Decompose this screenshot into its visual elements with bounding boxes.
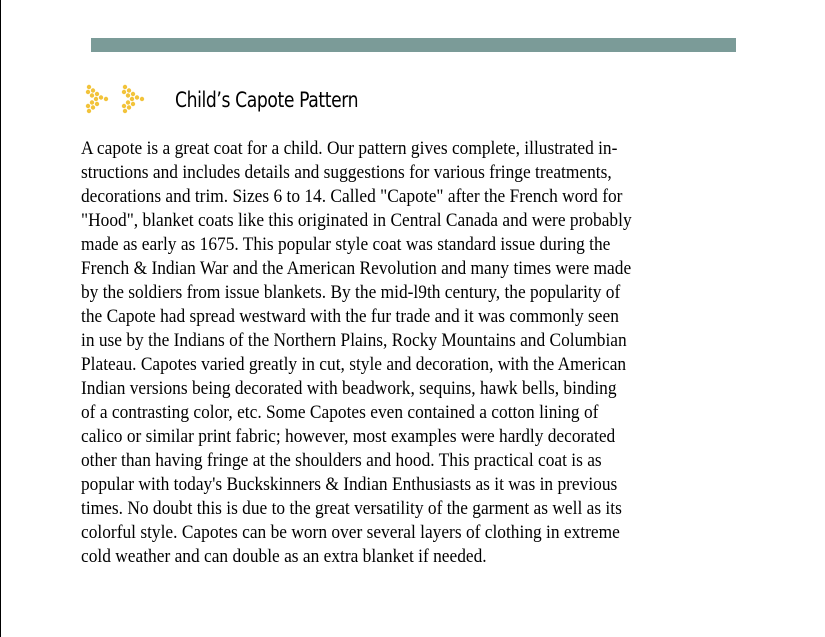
body-line: times. No doubt this is due to the great versatility of the garment as well as its: [81, 498, 622, 519]
header-rule-bar: [91, 38, 736, 52]
body-line: Plateau. Capotes varied greatly in cut, style and decoration, with the American: [81, 354, 627, 375]
body-line: by the soldiers from issue blankets. By the mid-l9th century, the popularity of: [81, 282, 621, 303]
body-line: Indian versions being decorated with beadwork, sequins, hawk bells, binding: [81, 378, 617, 399]
body-line: decorations and trim. Sizes 6 to 14. Called "Capote" after the French word for: [81, 186, 623, 207]
body-line: "Hood", blanket coats like this originated in Central Canada and were probably: [81, 210, 632, 231]
body-line: colorful style. Capotes can be worn over several layers of clothing in extreme: [81, 522, 620, 543]
body-line: the Capote had spread westward with the fur trade and it was commonly seen: [81, 306, 619, 327]
page-title: Child’s Capote Pattern: [175, 88, 359, 112]
body-line: popular with today's Buckskinners & Indian Enthusiasts as it was in previous: [81, 474, 618, 495]
body-line: of a contrasting color, etc. Some Capotes even contained a cotton lining of: [81, 402, 599, 423]
body-line: cold weather and can double as an extra blanket if needed.: [81, 546, 487, 567]
double-chevron-dots-icon: [84, 82, 156, 116]
left-border-line: [0, 0, 1, 637]
body-line: calico or similar print fabric; however, most examples were hardly decorated: [81, 426, 616, 447]
body-line: structions and includes details and suggestions for various fringe treatments,: [81, 162, 612, 183]
body-paragraph: [81, 137, 781, 569]
body-line: in use by the Indians of the Northern Plains, Rocky Mountains and Columbian: [81, 330, 627, 351]
body-line: other than having fringe at the shoulders and hood. This practical coat is as: [81, 450, 602, 471]
body-line: made as early as 1675. This popular style coat was standard issue during the: [81, 234, 611, 255]
body-line: French & Indian War and the American Revolution and many times were made: [81, 258, 632, 279]
body-line: A capote is a great coat for a child. Our pattern gives complete, illustrated in-: [81, 138, 618, 159]
